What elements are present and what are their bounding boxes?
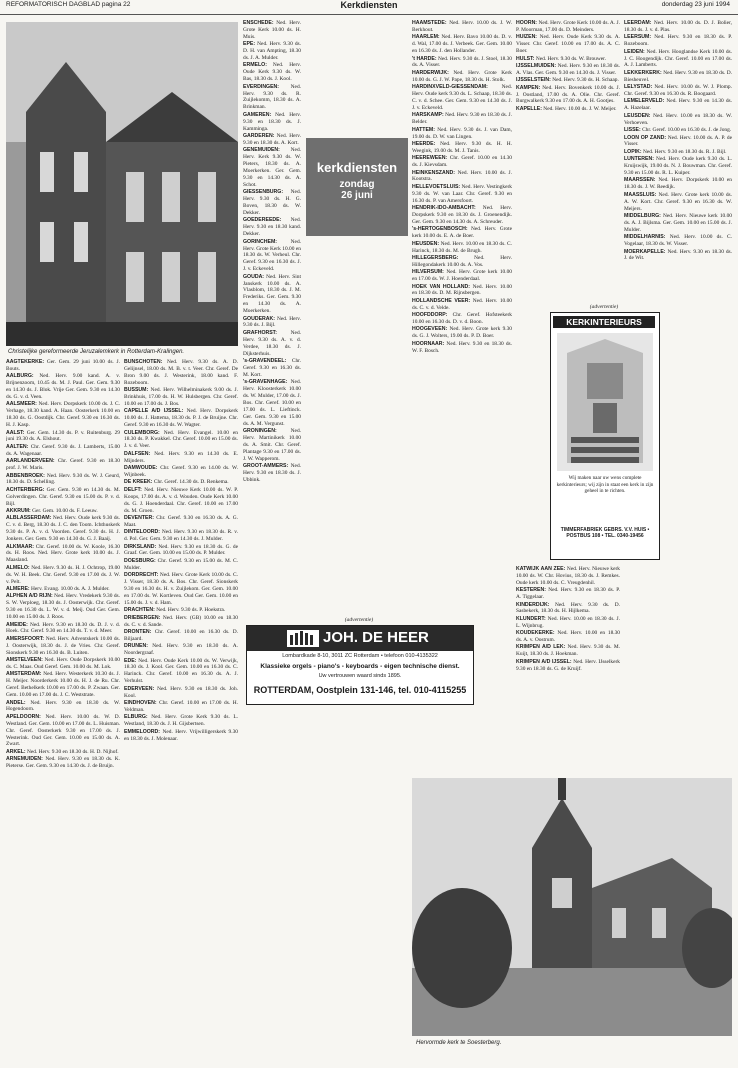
listing-entry: HOORN: Ned. Herv. Grote Kerk 10.00 ds. A. J. P. Moorman, 17.00 ds. D. Meinders. [516, 20, 620, 33]
listing-entry: ALMELO: Ned. Herv. 9.30 ds. H. J. Ochtrop, 19.00 ds. W. H. Beek. Chr. Geref. 9.30 en 17.00 ds. J. W. v. Pelt. [6, 564, 120, 585]
listing-entry: ERMELO: Ned. Herv. Oude Kerk 9.30 ds. W. Bas, 18.30 ds. J. Kool. [243, 62, 301, 83]
listing-entry: LEKKERKERK: Ned. Herv. 9.30 en 18.30 ds. D. Biesheuvel. [624, 69, 732, 83]
issue-date: donderdag 23 juni 1994 [661, 1, 730, 8]
ad-subline: Uw vertrouwen waard sinds 1895. [318, 673, 402, 679]
listing-entry: AALST: Ger. Gem. 14.30 ds. P. v. Ruitenburg. 29 juni 19.30 ds. A. Elshout. [6, 429, 120, 443]
listing-entry: EINDHOVEN: Chr. Geref. 10.00 en 17.00 ds. H. Veldman. [124, 700, 238, 713]
column-3 [243, 20, 301, 620]
listing-entry: ABBENBROEK: Ned. Herv. 9.30 ds. W. J. Geurd, 18.30 ds. D. Schelling. [6, 472, 120, 486]
listing-entry: AMSTERDAM: Ned. Herv. Westerkerk 10.30 ds. J. H. Meijer. Noorderkerk 10.00 ds. H. J. de Ru. Chr. Geref. Bethelkerk 10.00 en 17.00 ds. P. Zwaan. Ger. Gem. 10.00 en 17.00 ds. J. C. Weststrate. [6, 671, 120, 699]
listing-entry: DRONTEN: Chr. Geref. 10.00 en 16.30 ds. D. Biljaard. [124, 628, 238, 642]
listing-entry: HARDINXVELD-GIESSENDAM: Ned. Herv. Oude kerk 9.30 ds. L. Schaap, 18.30 ds. C. v. d. Schee. Ger. Gem. 9.30 en 14.30 ds. J. J. v. Eckeveld. [412, 84, 512, 111]
joh-de-heer-ad [246, 625, 474, 705]
listing-entry: ALKMAAR: Chr. Geref. 10.00 ds. W. Koole, 16.30 ds. H. Roos. Ned. Herv. Grote kerk 10.00 ds. J. Maasland. [6, 543, 120, 564]
listing-entry: MAARSSEN: Ned. Herv. Dorpskerk 10.00 en 18.30 ds. J. W. Reedijk. [624, 177, 732, 191]
listing-entry: LEIDEN: Ned. Herv. Hooglandse Kerk 10.00 ds. J. C. Hoogendijk. Chr. Geref. 10.00 en 17.00 ds. A. J. Lamberts. [624, 48, 732, 69]
advertisement-label: (advertentie) [589, 304, 619, 310]
listing-entry: AALTEN: Chr. Geref. 9.30 ds. J. Lamberts, 15.00 ds. A. Wagenaar. [6, 443, 120, 457]
church-photo-soesterberg [412, 778, 732, 1036]
listing-entry: AMSTELVEEN: Ned. Herv. Oude Dorpskerk 10.00 ds. C. Maas. Oud Geref. Gem. 10.00 ds. M. Lok. [6, 657, 120, 670]
listing-entry: DEVENTER: Chr. Geref. 9.30 en 16.30 ds. A. G. Maat. [124, 514, 238, 528]
ad-company-name: JOH. DE HEER [323, 629, 429, 646]
listing-entry: MAASSLUIS: Ned. Herv. Grote kerk 10.00 ds. A. W. Kort. Chr. Geref. 9.30 en 16.30 ds. W. Meijers. [624, 191, 732, 212]
listing-entry: HOORNAAR: Ned. Herv. 9.30 en 18.30 ds. W. F. Bosch. [412, 340, 512, 354]
listing-entry: KAMPEN: Ned. Herv. Bovenkerk 10.00 ds. J. J. Oostland, 17.00 ds. A. Olie. Chr. Geref. Burgwalkerk 9.30 en 17.00 ds. A. H. Gootjes. [516, 84, 620, 105]
ad-city-line: ROTTERDAM, Oostplein 131-146, tel. 010-4115255 [253, 685, 467, 695]
listing-entry: GRAFHORST: Ned. Herv. 9.30 ds. A. v. d. Verdee, 18.30 ds. J. Dijksterhuis. [243, 329, 301, 357]
listing-entry: IJSSELSTEIN: Ned. Herv. 9.30 ds. H. Schaap. [516, 77, 619, 84]
listing-entry: GOEDEREEDE: Ned. Herv. 9.30 en 18.30 kand. Dekker. [243, 217, 301, 238]
listing-entry: EDERVEEN: Ned. Herv. 9.30 en 18.30 ds. Joh. Kool. [124, 685, 238, 699]
listing-entry: KOUDEKERKE: Ned. Herv. 10.00 en 18.30 ds. A. v. Oostrum. [516, 630, 620, 644]
church-interior-image [557, 333, 653, 471]
listing-entry: LOON OP ZAND: Ned. Herv. 10.00 ds. A. P. de Visser. [624, 134, 732, 148]
listing-entry: ANDEL: Ned. Herv. 9.30 en 18.30 ds. W. Hogendoorn. [6, 699, 120, 713]
listing-entry: HULST: Ned. Herv. 9.30 ds. W. Brouwer. [516, 55, 606, 62]
listing-entry: HARDERWIJK: Ned. Herv. Grote Kerk 10.00 ds. G. J. W. Pape, 18.30 ds. H. Stolk. [412, 69, 512, 83]
listing-entry: AMEIDE: Ned. Herv. 9.30 en 18.30 ds. D. J. v. d. Hoek. Chr. Geref. 9.30 en 14.30 ds. T. v. d. Meer. [6, 621, 120, 635]
listing-entry: GARDEREN: Ned. Herv. 9.30 en 18.30 ds. A. Kort. [243, 133, 301, 146]
listing-entry: APELDOORN: Ned. Herv. 10.00 ds. W. D. Westland. Ger. Gem. 10.00 en 17.00 ds. L. Huisman. Chr. Geref. Oosterkerk 9.30 en 17.00 ds. J. Westerink. Oud Ger. Gem. 10.00 en 15.00 ds. A. Zwart. [6, 713, 120, 748]
listing-entry: EMMELOORD: Ned. Herv. Vrijwilligerskerk 9.30 en 18.30 ds. J. Molenaar. [124, 728, 238, 742]
listing-entry: HUIZEN: Ned. Herv. Oude Kerk 9.30 ds. A. Visser. Chr. Geref. 10.00 en 17.00 ds. A. C. Boer. [516, 34, 620, 55]
listing-entry: HAARLEM: Ned. Herv. Bavo 10.00 ds. D. v. d. Wal, 17.00 ds. J. Verbeek. Ger. Gem. 10.00 en 16.30 ds. J. den Hollander. [412, 34, 512, 55]
listing-entry: HILLEGERSBERG: Ned. Herv. Hillegondakerk 10.00 ds. A. Vos. [412, 254, 512, 268]
listing-entry: AARLANDERVEEN: Chr. Geref. 9.30 en 18.30 prof. J. W. Maris. [6, 458, 120, 472]
listing-entry: GENEMUIDEN: Ned. Herv. Kerk 9.30 ds. W. Pieters, 18.30 ds. A. Moerkerken. Ger. Gem. 9.30 en 14.30 ds. A. Schot. [243, 147, 301, 188]
listing-entry: ARNEMUIDEN: Ned. Herv. 9.30 en 18.30 ds. K. Pieterse. Ger. Gem. 9.30 en 14.30 ds. J. de Bruijn. [6, 756, 120, 770]
listing-entry: HEEREWEEN: Chr. Geref. 10.00 en 14.30 ds. J. Kievsdam. [412, 155, 512, 169]
listing-entry: EPE: Ned. Herv. 9.30 ds. D. H. van Ampting, 18.30 ds. J. A. Mulder. [243, 41, 301, 62]
listing-entry: LEMELERVELD: Ned. Herv. 9.30 en 14.30 ds. A. Hazelaar. [624, 98, 732, 112]
listing-entry: GOUDA: Ned. Herv. Sint Janskerk 10.00 ds. A. Vlasblom, 18.30 ds. J. M. Frederiks. Ger. Gem. 9.30 en 14.30 ds. A. Moerkerken. [243, 273, 301, 315]
listing-entry: KRIMPEN A/D IJSSEL: Ned. Herv. IJsselkerk 9.30 en 18.30 ds. G. de Kruijf. [516, 658, 620, 672]
listing-entry: KESTEREN: Ned. Herv. 9.30 en 18.30 ds. P. A. Tiggelaar. [516, 587, 620, 601]
listing-entry: MIDDELBURG: Ned. Herv. Nieuwe kerk 10.00 ds. A. J. Bijlsma. Ger. Gem. 10.00 en 15.00 ds. J. Mulder. [624, 212, 732, 233]
column-4 [412, 20, 512, 620]
listing-entry: KRIMPEN A/D LEK: Ned. Herv. 9.30 ds. M. Kuijt, 18.30 ds. J. Hoekman. [516, 644, 620, 658]
listing-entry: ALPHEN A/D RIJN: Ned. Herv. Vredekerk 9.30 ds. S. W. Verploeg, 18.30 ds. J. Oosterwijk. Chr. Geref. 9.30 en 16.30 ds. L. W. v. d. Meij. Oud Ger. Gem. 10.00 en 15.00 ds. J. Roos. [6, 593, 120, 621]
listing-entry: MOERKAPELLE: Ned. Herv. 9.30 en 18.30 ds. J. de Wit. [624, 248, 732, 262]
listing-entry: ALMERE: Herv. Evang. 10.00 ds. A. J. Mulder. [6, 586, 110, 592]
listing-entry: HELLEVOETSLUIS: Ned. Herv. Vestingkerk 9.30 ds. W. van Laar. Chr. Geref. 9.30 en 16.30 ds. P. van Amersfoort. [412, 183, 512, 204]
banner-date: 26 juni [341, 190, 373, 201]
ad-footer: TIMMERFABRIEK GEBRS. V.V. HUIS • POSTBUS 108 • TEL. 0340-19456 [560, 527, 650, 540]
listing-entry: EDE: Ned. Herv. Oude Kerk 10.00 ds. W. Verwijk, 18.30 ds. J. Kool. Ger. Gem. 10.00 en 16.30 ds. C. Harinck. Chr. Geref. 10.00 en 16.30 ds. A. J. Verhulst. [124, 657, 238, 685]
column-5-lower [516, 566, 620, 766]
listing-entry: DRIEBERGEN: Ned. Herv. (GB) 10.00 en 18.30 ds. C. v. d. Sande. [124, 614, 238, 628]
listing-entry: AALBURG: Ned. Herv. 9.00 kand. A. v. Brijnenzoom, 10.45 ds. M. J. Paul. Ger. Gem. 9.30 en 14.30 ds. J. Blok. Vrije Ger. Gem. 9.30 en 14.30 ds. G. v. d. Veen. [6, 373, 120, 401]
listing-entry: KATWIJK AAN ZEE: Ned. Herv. Nieuwe kerk 10.00 ds. W. Chr. Hovius, 18.30 ds. J. Remkes. Oude kerk 10.00 ds. C. Vreugdenhil. [516, 566, 620, 586]
column-2 [124, 359, 238, 1061]
page-header [0, 0, 738, 15]
listing-entry: HEERDE: Ned. Herv. 9.30 ds. H. H. Weegink, 19.00 ds. M. J. Tanis. [412, 140, 512, 154]
listing-entry: DALFSEN: Ned. Herv. 9.30 en 14.30 ds. E. Mijnders. [124, 450, 238, 464]
listing-entry: DOESBURG: Chr. Geref. 9.30 en 15.00 ds. M. C. Mulder. [124, 557, 238, 571]
listing-entry: ARKEL: Ned. Herv. 9.30 en 18.30 ds. H. D. Nijhof. [6, 748, 119, 755]
listing-entry: HARSKAMP: Ned. Herv. 9.30 en 18.30 ds. J. Belder. [412, 112, 512, 126]
listing-entry: DE KREEK: Chr. Geref. 14.30 ds. D. Renkema. [124, 479, 229, 486]
listing-entry: LISSE: Chr. Geref. 10.00 en 16.30 ds. J. de Jong. [624, 127, 732, 134]
listing-entry: AKKRUM: Ger. Gem. 10.00 ds. F. Leeuw. [6, 508, 98, 515]
listing-entry: GAMEREN: Ned. Herv. 9.30 en 18.30 ds. J. Kamminga. [243, 111, 301, 132]
listing-entry: DIRKSLAND: Ned. Herv. 9.30 en 18.30 ds. G. de Graaf. Ger. Gem. 10.00 en 15.00 ds. P. Mulder. [124, 543, 238, 557]
listing-entry: BUNSCHOTEN: Ned. Herv. 9.30 ds. A. D. Gelijnsel, 18.00 ds. M. B. v. t. Veer. Chr. Geref. De Bron 9.00 ds. J. Westerink, 18.00 kand. F. Rozeboom. [124, 359, 238, 386]
column-5 [516, 20, 620, 306]
listing-entry: HENDRIK-IDO-AMBACHT: Ned. Herv. Dorpskerk 9.30 en 18.30 ds. J. Groenendijk. Ger. Gem. 9.30 en 14.30 ds. A. Schreuder. [412, 205, 512, 225]
listing-entry: KLUNDERT: Ned. Herv. 10.00 en 18.30 ds. J. L. Wijnbrug. [516, 615, 620, 629]
listing-entry: LEERSUM: Ned. Herv. 9.30 en 18.30 ds. P. Rozeboom. [624, 34, 732, 48]
listing-entry: DORDRECHT: Ned. Herv. Grote Kerk 10.00 ds. C. J. Visser, 18.30 ds. A. Bos. Chr. Geref. Sionskerk 9.30 en 16.30 ds. H. v. Zuijlekom. Ger. Gem. 10.00 en 17.00 ds. W. Kortleven. Oud Ger. Gem. 10.00 en 15.00 ds. J. v. d. Ham. [124, 572, 238, 606]
listing-entry: HOOGEVEEN: Ned. Herv. Grote kerk 9.30 ds. G. J. Wolters, 19.00 ds. P. D. Boer. [412, 326, 512, 340]
listing-entry: 't HARDE: Ned. Herv. 9.30 ds. J. Stoel, 18.30 ds. A. Visser. [412, 55, 512, 69]
listing-entry: HOLLANDSCHE VEER: Ned. Herv. 10.00 ds. C. v. d. Velde. [412, 297, 512, 311]
column-1 [6, 359, 120, 1061]
listing-entry: AMERSFOORT: Ned. Herv. Adventskerk 10.00 ds. J. Oosterwijk, 18.30 ds. J. de Vries. Chr. Geref. Sionskerk 9.30 en 16.30 ds. B. Luiten. [6, 635, 120, 656]
ad-body: Wij maken naar uw wens complete kerkinterieurs; wij zijn in staat een kerk in zijn geheel in te richten. [556, 475, 654, 495]
listing-entry: HEUSDEN: Ned. Herv. 10.00 en 18.30 ds. C. Harinck, 18.30 ds. M. de Brugh. [412, 240, 512, 254]
listing-entry: HATTEM: Ned. Herv. 9.30 ds. J. van Dam, 19.00 ds. D. W. van Lingen. [412, 126, 512, 140]
listing-entry: 's-GRAVENHAGE: Ned. Herv. Kloosterkerk 10.00 ds. W. Mulder, 17.00 ds. J. Bos. Chr. Geref. 10.00 en 17.00 ds. L. Lieftinck. Ger. Gem. 9.30 en 15.00 ds. A. M. Vergunst. [243, 379, 301, 427]
listing-entry: HOEK VAN HOLLAND: Ned. Herv. 10.00 en 18.30 ds. D. M. Rijnsbergen. [412, 283, 512, 297]
ad-banner [247, 626, 473, 651]
organ-pipes-icon [287, 630, 319, 647]
listing-entry: GRONINGEN: Ned. Herv. Martinikerk 10.00 ds. A. Smit. Chr. Geref. Plantage 9.30 en 17.00 ds. J. W. Wapperom. [243, 428, 301, 462]
listing-entry: EVERDINGEN: Ned. Herv. 9.30 ds. R. Zuijlekomm, 18.30 ds. A. Brinkman. [243, 83, 301, 111]
listing-entry: HAAMSTEDE: Ned. Herv. 10.00 ds. J. W. Berkhout. [412, 20, 512, 33]
listing-entry: CAPELLE A/D IJSSEL: Ned. Herv. Dorpskerk 10.00 ds. J. Hattema, 18.30 ds. P. J. de Bruijne. Chr. Geref. 9.30 en 16.30 ds. W. Wagter. [124, 408, 238, 429]
listing-entry: DELFT: Ned. Herv. Nieuwe Kerk 10.00 ds. W. P. Koops, 17.00 ds. A. v. d. Wouden. Oude Kerk 10.00 ds. G. J. Hoenderdaal. Chr. Geref. 10.00 en 17.00 ds. M. Groen. [124, 486, 238, 514]
listing-entry: GIESSENBURG: Ned. Herv. 9.30 ds. H. G. Boven, 18.30 ds. W. Dekker. [243, 189, 301, 216]
listing-entry: CULEMBORG: Ned. Herv. Evangel. 10.00 en 18.30 ds. P. Kwakkel. Chr. Geref. 10.00 en 15.00 ds. J. v. d. Veer. [124, 429, 238, 450]
listing-entry: 's-GRAVENDEEL: Chr. Geref. 9.30 en 16.30 ds. M. Kort. [243, 358, 301, 378]
listing-entry: DAMWOUDE: Chr. Geref. 9.30 en 14.00 ds. W. Wijnbeek. [124, 465, 238, 478]
newspaper-name: REFORMATORISCH DAGBLAD pagina 22 [6, 1, 131, 8]
kerkdiensten-banner [306, 138, 408, 236]
top-photo-caption: Christelijke gereformeerde Jeruzalemkerk in Rotterdam-Kralingen. [8, 349, 185, 355]
listing-entry: AAGTEKERKE: Ger. Gem. 29 juni 10.00 ds. J. Bouts. [6, 359, 120, 372]
listing-entry: HOOFDDORP: Chr. Geref. Hofsteekerk 10.00 en 16.30 ds. D. v. d. Boon. [412, 312, 512, 326]
banner-day: zondag [339, 179, 375, 190]
listing-entry: ACHTERBERG: Ger. Gem. 9.30 en 14.30 ds. M. Golverdingen. Chr. Geref. 9.30 en 15.00 ds. P. v. d. Bijl. [6, 486, 120, 507]
church-photo-rotterdam [6, 22, 238, 346]
banner-title: kerkdiensten [316, 160, 398, 175]
listing-entry: LEUSDEN: Ned. Herv. 10.00 en 18.30 ds. W. Verhoeven. [624, 112, 732, 126]
listing-entry: DRACHTEN: Ned. Herv. 9.30 ds. P. Hoekstra. [124, 607, 226, 614]
ad-address: Lombardkade 8-10, 3011 ZC Rotterdam • telefoon 010-4135322 [282, 653, 438, 659]
listing-entry: HEINKENSZAND: Ned. Herv. 10.00 ds. J. Kootstra. [412, 169, 512, 183]
listing-entry: LOPIK: Ned. Herv. 9.30 en 18.30 ds. R. J. Bijl. [624, 148, 727, 155]
ad-tagline: Klassieke orgels - piano's - keyboards - eigen technische dienst. [260, 663, 460, 670]
listing-entry: IJSSELMUIDEN: Ned. Herv. 9.30 en 18.30 ds. A. Vlas. Ger. Gem. 9.30 en 14.30 ds. J. Visser. [516, 62, 620, 76]
listing-entry: GOUDERAK: Ned. Herv. 9.30 ds. J. Bijl. [243, 315, 301, 329]
section-title: Kerkdiensten [340, 0, 398, 10]
listing-entry: DINTELOORD: Ned. Herv. 9.30 en 18.30 ds. R. v. d. Pol. Ger. Gem. 9.30 en 14.30 ds. J. Mulder. [124, 529, 238, 543]
listing-entry: KINDERDIJK: Ned. Herv. 9.30 ds. D. Sasbekerk, 18.30 ds. H. Hijlkema. [516, 601, 620, 615]
listing-entry: LUNTEREN: Ned. Herv. Oude kerk 9.30 ds. L. Kruijswijk, 19.00 ds. N. J. Bouwman. Chr. Geref. 9.30 en 15.00 ds. R. L. Kuiper. [624, 156, 732, 177]
listing-entry: ALBLASSERDAM: Ned. Herv. Oude kerk 9.30 ds. C. v. d. Berg, 18.30 ds. J. C. den Toom. Ichthuskerk 9.30 ds. P. A. v. d. Voorden. Geref. 9.30 ds. H. J. Jonkers. Ger. Gem. 9.30 en 14.30 ds. G. J. Baaij. [6, 515, 120, 543]
listing-entry: LELYSTAD: Ned. Herv. 10.00 ds. W. J. Plomp. Chr. Geref. 9.30 en 16.30 ds. R. Boogaard. [624, 84, 732, 98]
listing-entry: BUSSUM: Ned. Herv. Wilhelminakerk 9.00 ds. J. Brinkhuis, 17.00 ds. H. W. Hulsbergen. Chr. Geref. 10.00 en 17.00 ds. J. Bos. [124, 387, 238, 407]
listing-entry: LEERDAM: Ned. Herv. 10.00 ds. D. J. Bolier, 18.30 ds. J. v. d. Plas. [624, 20, 732, 33]
listing-entry: DRUNEN: Ned. Herv. 9.30 en 18.30 ds. A. Noordergraaf. [124, 643, 238, 657]
listing-entry: 's-HERTOGENBOSCH: Ned. Herv. Grote kerk 10.00 ds. E. A. de Boer. [412, 226, 512, 240]
listing-entry: ENSCHEDE: Ned. Herv. Grote Kerk 10.00 ds. H. Muis. [243, 20, 301, 40]
listing-entry: GORINCHEM: Ned. Herv. Grote Kerk 10.00 en 18.30 ds. W. Verheul. Chr. Geref. 9.30 en 16.30 ds. J. J. v. Eckeveld. [243, 238, 301, 273]
kerkinterieurs-ad [550, 312, 660, 560]
listing-entry: GROOT-AMMERS: Ned. Herv. 9.30 en 18.30 ds. J. Ubbink. [243, 463, 301, 483]
listing-entry: ELBURG: Ned. Herv. Grote Kerk 9.30 ds. L. Westland, 18.30 ds. J. H. Gijsbertsen. [124, 714, 238, 728]
listing-entry: KAPELLE: Ned. Herv. 10.00 ds. J. W. Meijer. [516, 105, 617, 112]
listing-entry: AALSMEER: Ned. Herv. Dorpskerk 10.00 ds. J. C. Verhage, 18.30 kand. A. Haan. Oosterkerk 10.00 en 18.30 ds. G. Oostdijk. Chr. Geref. 9.30 en 16.30 ds. H. J. Kasp. [6, 401, 120, 429]
bottom-photo-caption: Hervormde kerk te Soesterberg. [416, 1040, 502, 1046]
listing-entry: MIDDELHARNIS: Ned. Herv. 10.00 ds. C. Vogelaar, 18.30 ds. W. Visser. [624, 234, 732, 248]
advertisement-label: (advertentie) [344, 617, 374, 623]
ad-title: KERKINTERIEURS [553, 316, 655, 328]
listing-entry: HILVERSUM: Ned. Herv. Grote kerk 10.00 en 17.00 ds. W. J. Hoenderdaal. [412, 269, 512, 283]
